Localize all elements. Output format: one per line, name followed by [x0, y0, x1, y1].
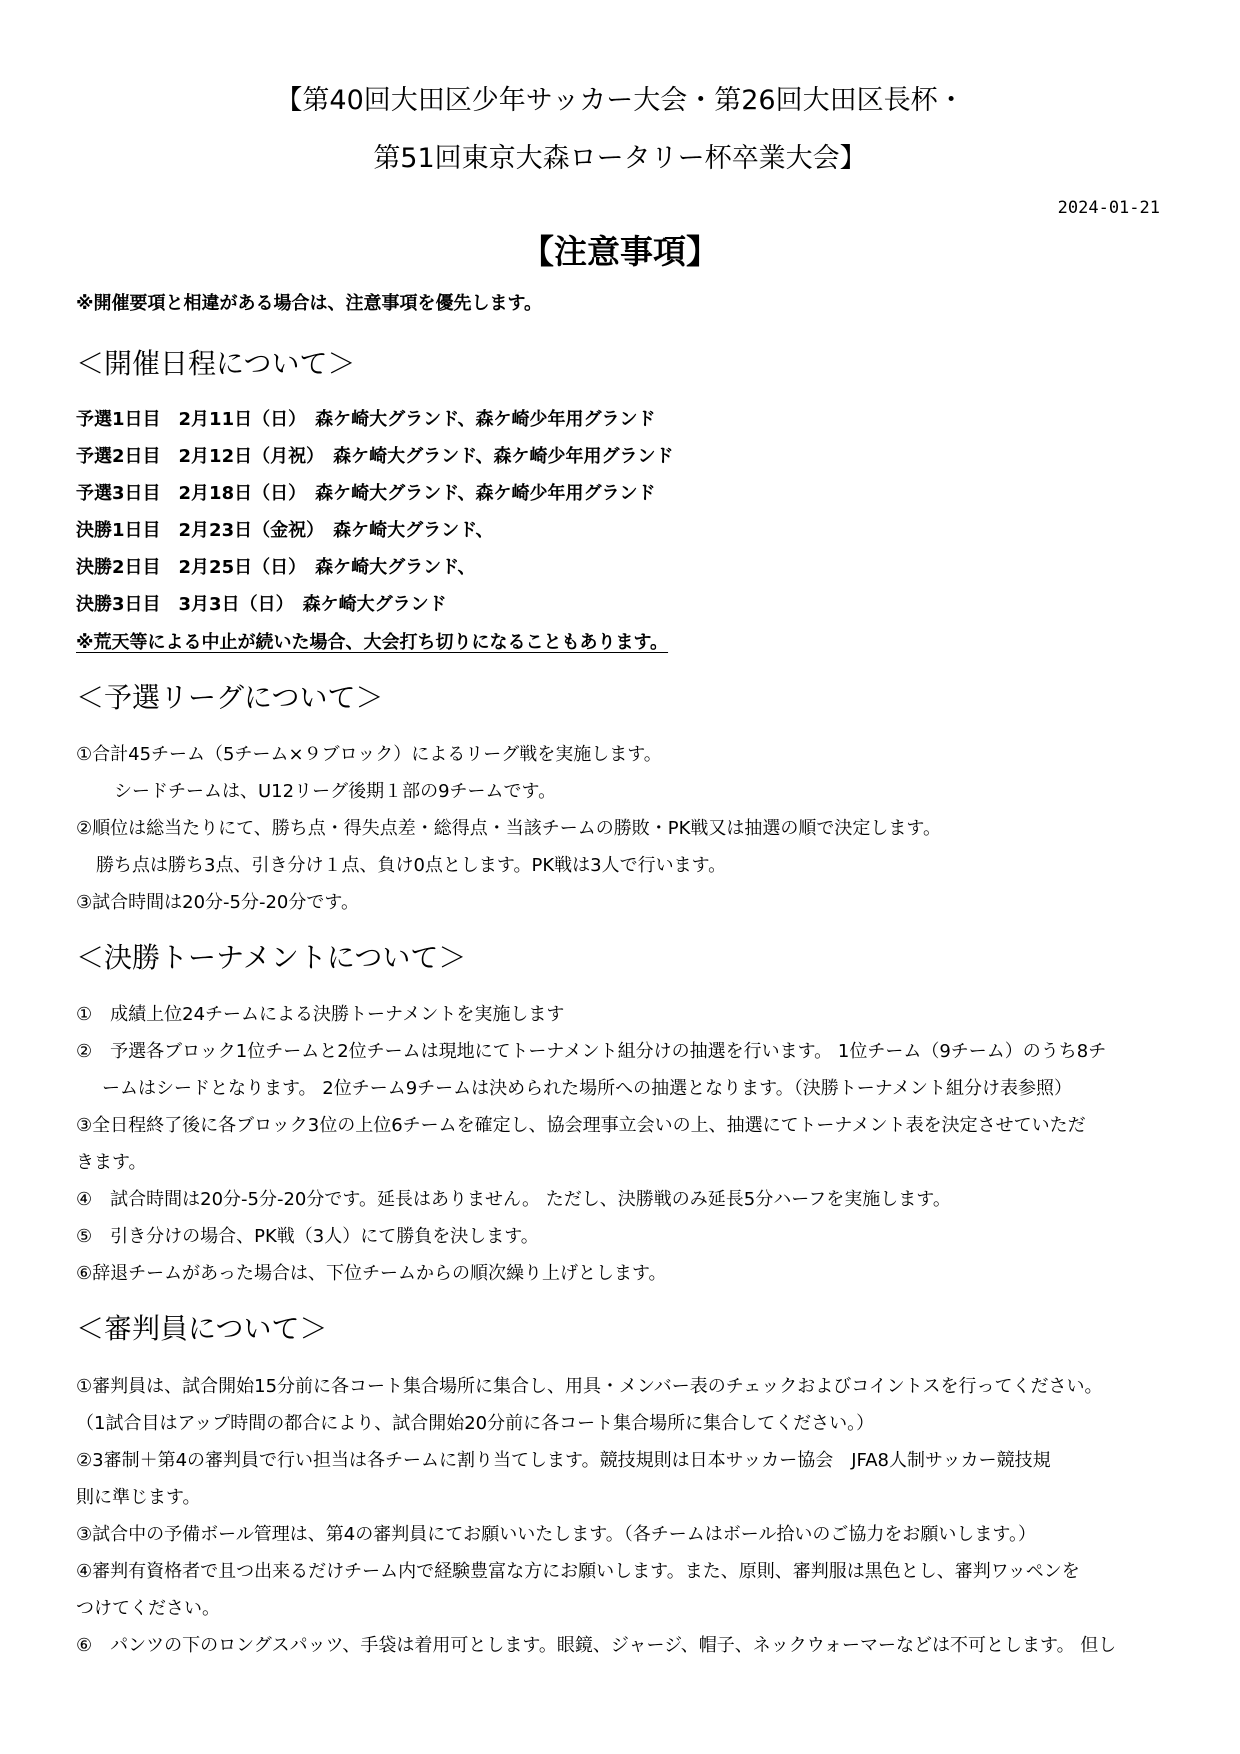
referee-line: （1試合目はアップ時間の都合により、試合開始20分前に各コート集合場所に集合してください。）: [76, 1413, 875, 1434]
tournament-line: ⑤ 引き分けの場合、PK戦（3人）にて勝負を決します。: [76, 1226, 539, 1247]
schedule-row: 決勝2日目 2月25日（日） 森ケ崎大グランド、: [76, 557, 476, 578]
referee-line: つけてください。: [76, 1598, 220, 1619]
league-line: シードチームは、U12リーグ後期１部の9チームです。: [114, 781, 557, 802]
tournament-line: ③全日程終了後に各ブロック3位の上位6チームを確定し、協会理事立会いの上、抽選にてトーナメント表を決定させていただ: [76, 1115, 1086, 1136]
schedule-row: 決勝3日目 3月3日（日） 森ケ崎大グランド: [76, 594, 447, 615]
league-line: ③試合時間は20分-5分-20分です。: [76, 892, 359, 913]
tournament-section-title: ＜決勝トーナメントについて＞: [76, 941, 467, 974]
priority-note: ※開催要項と相違がある場合は、注意事項を優先します。: [76, 293, 543, 314]
schedule-row: 予選3日目 2月18日（日） 森ケ崎大グランド、森ケ崎少年用グランド: [76, 483, 656, 504]
weather-cancel-note: ※荒天等による中止が続いた場合、大会打ち切りになることもあります。: [76, 632, 669, 653]
league-line: ②順位は総当たりにて、勝ち点・得失点差・総得点・当該チームの勝敗・PK戦又は抽選の順で決定します。: [76, 818, 941, 839]
page-heading: 【注意事項】: [521, 232, 719, 271]
tournament-line: ① 成績上位24チームによる決勝トーナメントを実施します: [76, 1004, 565, 1025]
title-line-1: 【第40回大田区少年サッカー大会・第26回大田区長杯・: [275, 85, 965, 116]
schedule-section-title: ＜開催日程について＞: [76, 347, 356, 380]
referee-section-title: ＜審判員について＞: [76, 1312, 328, 1345]
referee-line: ②3審制＋第4の審判員で行い担当は各チームに割り当てします。競技規則は日本サッカー協会 JFA8人制サッカー競技規: [76, 1450, 1051, 1471]
tournament-line: ④ 試合時間は20分-5分-20分です。延長はありません。 ただし、決勝戦のみ延長5分ハーフを実施します。: [76, 1189, 951, 1210]
referee-line: 則に準じます。: [76, 1487, 201, 1508]
referee-line: ①審判員は、試合開始15分前に各コート集合場所に集合し、用具・メンバー表のチェックおよびコイントスを行ってください。: [76, 1376, 1103, 1397]
tournament-line: ⑥辞退チームがあった場合は、下位チームからの順次繰り上げとします。: [76, 1263, 667, 1284]
league-line: 勝ち点は勝ち3点、引き分け１点、負け0点とします。PK戦は3人で行います。: [96, 855, 727, 876]
schedule-row: 予選1日目 2月11日（日） 森ケ崎大グランド、森ケ崎少年用グランド: [76, 409, 656, 430]
referee-line: ④審判有資格者で且つ出来るだけチーム内で経験豊富な方にお願いします。また、原則、審判服は黒色とし、審判ワッペンを: [76, 1561, 1080, 1582]
title-line-2: 第51回東京大森ロータリー杯卒業大会】: [373, 143, 867, 174]
document-date: 2024-01-21: [1057, 198, 1160, 218]
league-line: ①合計45チーム（5チーム×９ブロック）によるリーグ戦を実施します。: [76, 744, 662, 765]
tournament-line: ームはシードとなります。 2位チーム9チームは決められた場所への抽選となります。（決勝トーナメント組分け表参照）: [102, 1078, 1073, 1099]
tournament-line: ② 予選各ブロック1位チームと2位チームは現地にてトーナメント組分けの抽選を行います。 1位チーム（9チーム）のうち8チ: [76, 1041, 1107, 1062]
schedule-row: 決勝1日目 2月23日（金祝） 森ケ崎大グランド、: [76, 520, 494, 541]
referee-line: ③試合中の予備ボール管理は、第4の審判員にてお願いいたします。（各チームはボール拾いのご協力をお願いします。）: [76, 1524, 1036, 1545]
tournament-line: きます。: [76, 1152, 147, 1173]
league-section-title: ＜予選リーグについて＞: [76, 681, 384, 714]
referee-line: ⑥ パンツの下のロングスパッツ、手袋は着用可とします。眼鏡、ジャージ、帽子、ネックウォーマーなどは不可とします。 但し: [76, 1635, 1117, 1656]
schedule-row: 予選2日目 2月12日（月祝） 森ケ崎大グランド、森ケ崎少年用グランド: [76, 446, 674, 467]
